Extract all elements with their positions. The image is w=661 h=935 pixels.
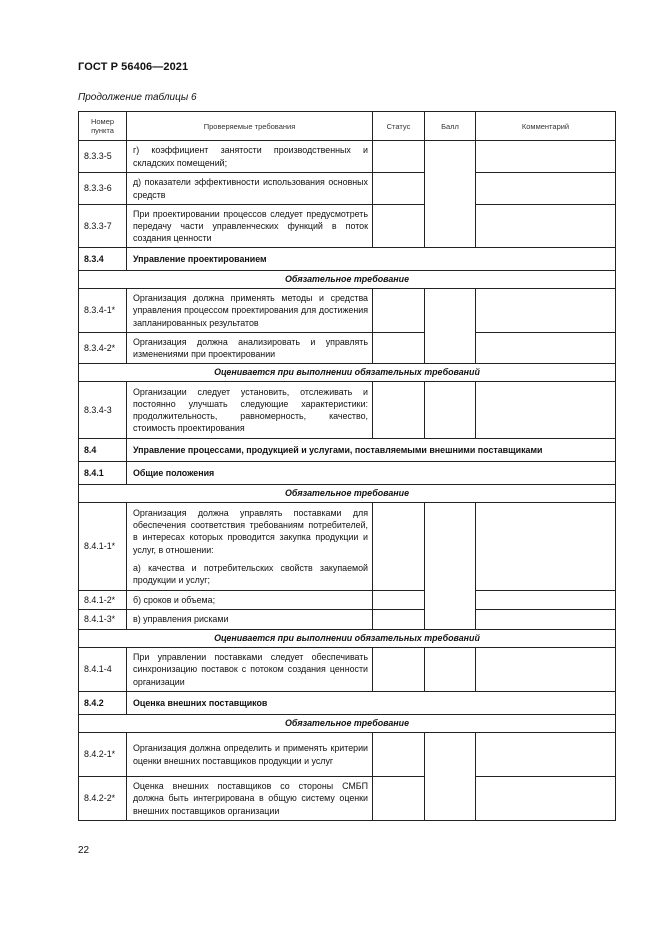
mandatory-label: Обязательное требование bbox=[79, 271, 616, 289]
table-row bbox=[79, 610, 616, 630]
evaluation-label: Оценивается при выполнении обязательных требований bbox=[79, 630, 616, 648]
requirement-text: При проектировании процессов следует предусмотреть передачу части управленческих функций в поток создания ценности bbox=[127, 205, 373, 248]
section-number: 8.3.4 bbox=[79, 248, 127, 271]
section-row bbox=[79, 692, 616, 715]
table-row bbox=[79, 591, 616, 610]
section-title: Управление проектированием bbox=[127, 248, 616, 271]
section-row bbox=[79, 439, 616, 462]
status-cell[interactable] bbox=[373, 733, 425, 777]
item-number: 8.3.4-1* bbox=[79, 289, 127, 333]
page-number: 22 bbox=[78, 845, 90, 856]
table-row bbox=[79, 141, 616, 173]
table-row bbox=[79, 733, 616, 777]
status-cell[interactable] bbox=[373, 648, 425, 692]
table-row bbox=[79, 173, 616, 205]
table-row bbox=[79, 333, 616, 364]
item-number: 8.3.3-6 bbox=[79, 173, 127, 205]
score-cell[interactable] bbox=[425, 289, 476, 364]
status-cell[interactable] bbox=[373, 503, 425, 591]
status-cell[interactable] bbox=[373, 205, 425, 248]
mandatory-label: Обязательное требование bbox=[79, 715, 616, 733]
comment-cell[interactable] bbox=[476, 777, 616, 821]
section-row bbox=[79, 462, 616, 485]
section-number: 8.4.2 bbox=[79, 692, 127, 715]
item-number: 8.4.1-3* bbox=[79, 610, 127, 630]
requirement-text: Организация должна применять методы и средства управления процессом проектирования для достижения запланированных результатов bbox=[127, 289, 373, 333]
item-number: 8.3.3-5 bbox=[79, 141, 127, 173]
col-header-num: Номер пункта bbox=[79, 112, 127, 141]
section-number: 8.4.1 bbox=[79, 462, 127, 485]
table-row bbox=[79, 777, 616, 821]
requirement-text bbox=[127, 503, 373, 591]
section-title: Управление процессами, продукцией и услугами, поставляемыми внешними поставщиками bbox=[127, 439, 616, 462]
status-cell[interactable] bbox=[373, 591, 425, 610]
item-number: 8.4.2-1* bbox=[79, 733, 127, 777]
status-cell[interactable] bbox=[373, 610, 425, 630]
requirements-table bbox=[78, 111, 616, 821]
requirement-text: Организация должна определить и применять критерии оценки внешних поставщиков продукции и услуг bbox=[127, 733, 373, 777]
comment-cell[interactable] bbox=[476, 333, 616, 364]
status-cell[interactable] bbox=[373, 173, 425, 205]
requirement-text: д) показатели эффективности использования основных средств bbox=[127, 173, 373, 205]
requirement-text: в) управления рисками bbox=[127, 610, 373, 630]
score-cell[interactable] bbox=[425, 733, 476, 821]
document-title: ГОСТ Р 56406—2021 bbox=[78, 61, 189, 73]
comment-cell[interactable] bbox=[476, 503, 616, 591]
item-number: 8.3.4-3 bbox=[79, 382, 127, 439]
table-row bbox=[79, 648, 616, 692]
mandatory-row bbox=[79, 715, 616, 733]
score-cell[interactable] bbox=[425, 141, 476, 248]
status-cell[interactable] bbox=[373, 777, 425, 821]
section-title: Общие положения bbox=[127, 462, 616, 485]
comment-cell[interactable] bbox=[476, 591, 616, 610]
comment-cell[interactable] bbox=[476, 733, 616, 777]
comment-cell[interactable] bbox=[476, 141, 616, 173]
col-header-score: Балл bbox=[425, 112, 476, 141]
table-row bbox=[79, 382, 616, 439]
evaluation-row bbox=[79, 630, 616, 648]
requirement-text: б) сроков и объема; bbox=[127, 591, 373, 610]
table-caption: Продолжение таблицы 6 bbox=[78, 92, 197, 103]
requirement-text: Организация должна анализировать и управлять изменениями при проектировании bbox=[127, 333, 373, 364]
mandatory-row bbox=[79, 485, 616, 503]
status-cell[interactable] bbox=[373, 333, 425, 364]
item-number: 8.4.1-4 bbox=[79, 648, 127, 692]
comment-cell[interactable] bbox=[476, 205, 616, 248]
table-row bbox=[79, 503, 616, 591]
score-cell[interactable] bbox=[425, 503, 476, 630]
comment-cell[interactable] bbox=[476, 382, 616, 439]
comment-cell[interactable] bbox=[476, 610, 616, 630]
table-row bbox=[79, 289, 616, 333]
score-cell[interactable] bbox=[425, 648, 476, 692]
table-header-row bbox=[79, 112, 616, 141]
section-number: 8.4 bbox=[79, 439, 127, 462]
item-number: 8.4.1-1* bbox=[79, 503, 127, 591]
item-number: 8.4.1-2* bbox=[79, 591, 127, 610]
status-cell[interactable] bbox=[373, 141, 425, 173]
score-cell[interactable] bbox=[425, 382, 476, 439]
col-header-requirements: Проверяемые требования bbox=[127, 112, 373, 141]
evaluation-label: Оценивается при выполнении обязательных требований bbox=[79, 364, 616, 382]
section-title: Оценка внешних поставщиков bbox=[127, 692, 616, 715]
comment-cell[interactable] bbox=[476, 648, 616, 692]
item-number: 8.3.4-2* bbox=[79, 333, 127, 364]
requirement-text-item-a: а) качества и потребительских свойств закупаемой продукции и услуг; bbox=[133, 562, 368, 585]
item-number: 8.3.3-7 bbox=[79, 205, 127, 248]
requirement-text: г) коэффициент занятости производственных и складских помещений; bbox=[127, 141, 373, 173]
requirement-text: При управлении поставками следует обеспечивать синхронизацию поставок с потоком создания ценности организации bbox=[127, 648, 373, 692]
mandatory-label: Обязательное требование bbox=[79, 485, 616, 503]
status-cell[interactable] bbox=[373, 289, 425, 333]
status-cell[interactable] bbox=[373, 382, 425, 439]
evaluation-row bbox=[79, 364, 616, 382]
mandatory-row bbox=[79, 271, 616, 289]
section-row bbox=[79, 248, 616, 271]
requirement-text: Оценка внешних поставщиков со стороны СМБП должна быть интегрирована в общую систему оценки внешних поставщиков организации bbox=[127, 777, 373, 821]
comment-cell[interactable] bbox=[476, 173, 616, 205]
col-header-status: Статус bbox=[373, 112, 425, 141]
requirement-text-intro: Организация должна управлять поставками для обеспечения соответствия требованиям потребителей, в интересах которых проводится закупка продукции и услуг, в отношении: bbox=[133, 507, 368, 555]
col-header-comment: Комментарий bbox=[476, 112, 616, 141]
item-number: 8.4.2-2* bbox=[79, 777, 127, 821]
requirement-text: Организации следует установить, отслеживать и постоянно улучшать следующие характеристики: продолжительность, равномерность, качество, стоимость проектирования bbox=[127, 382, 373, 439]
table-row bbox=[79, 205, 616, 248]
comment-cell[interactable] bbox=[476, 289, 616, 333]
